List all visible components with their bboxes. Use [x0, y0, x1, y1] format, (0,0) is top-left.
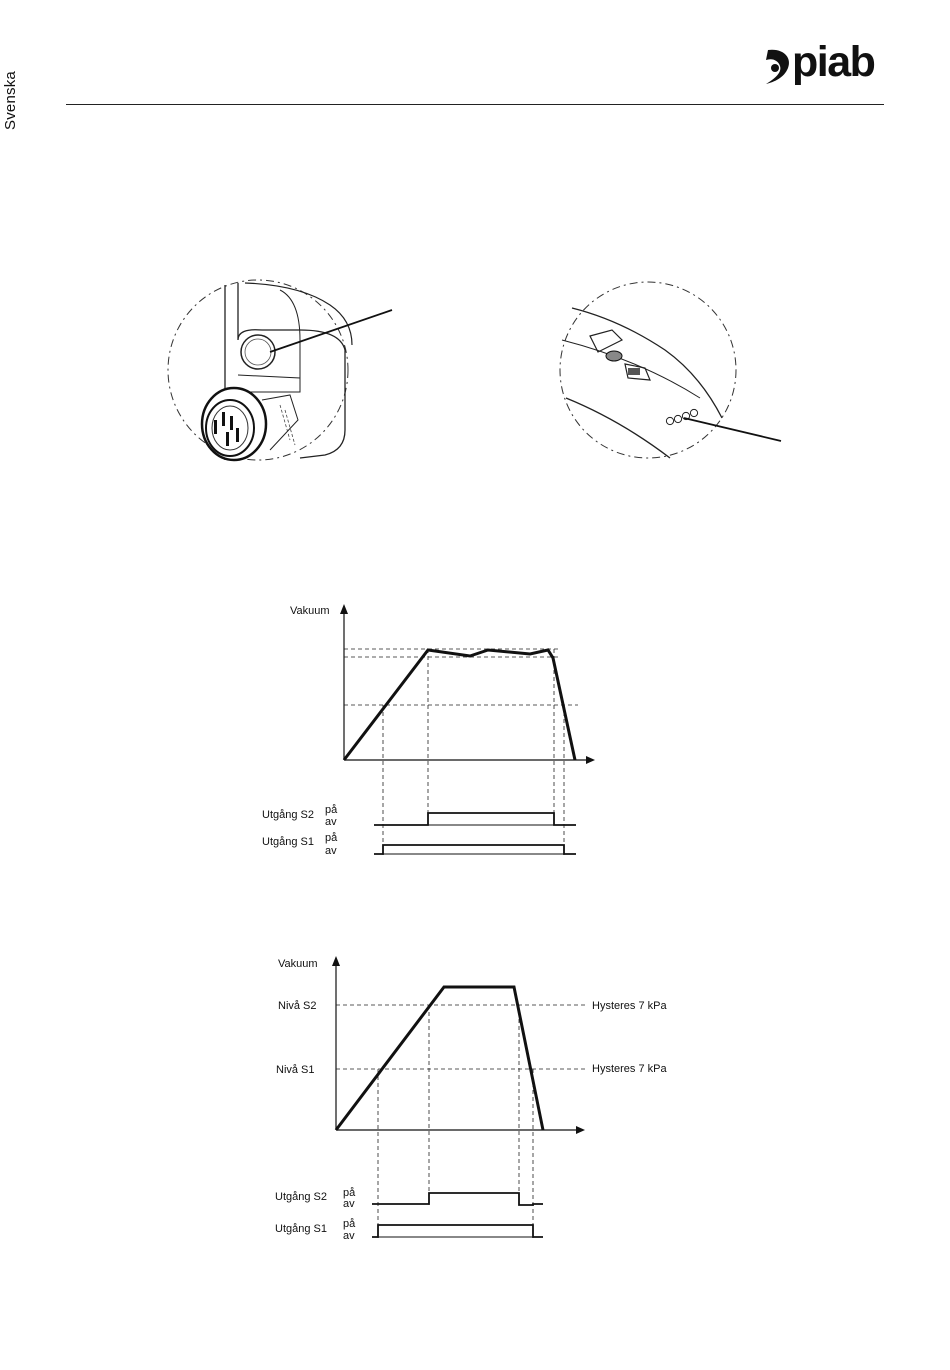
diagram2-level-s2: Nivå S2	[278, 1000, 317, 1012]
diagram1-s1-off: av	[325, 845, 337, 857]
diagram2-s1-off: av	[343, 1230, 355, 1242]
diagram2-y-label: Vakuum	[278, 958, 318, 970]
language-label: Svenska	[2, 71, 19, 130]
diagram1-s1-label: Utgång S1	[262, 836, 314, 848]
diagram1-s2-off: av	[325, 816, 337, 828]
diagram2-s1-on: på	[343, 1218, 356, 1230]
diagram2-s1-label: Utgång S1	[275, 1223, 327, 1235]
diagram1-s1-on: på	[325, 832, 338, 844]
diagram2-s2-off: av	[343, 1198, 355, 1210]
diagram1-y-label: Vakuum	[290, 605, 330, 617]
diagram2-s2-label: Utgång S2	[275, 1191, 327, 1203]
diagram2-hysteresis-s2: Hysteres 7 kPa	[592, 1000, 667, 1012]
connector-detail-illustration	[168, 280, 392, 460]
vacuum-diagram-1	[262, 604, 595, 857]
diagram2-hysteresis-s1: Hysteres 7 kPa	[592, 1063, 667, 1075]
diagram1-s2-label: Utgång S2	[262, 809, 314, 821]
led-detail-illustration	[560, 282, 781, 458]
diagram2-s2-on: på	[343, 1187, 356, 1199]
diagram1-s2-on: på	[325, 804, 338, 816]
diagram2-level-s1: Nivå S1	[276, 1064, 315, 1076]
logo-text: piab	[792, 38, 875, 86]
vacuum-diagram-2	[275, 956, 667, 1242]
